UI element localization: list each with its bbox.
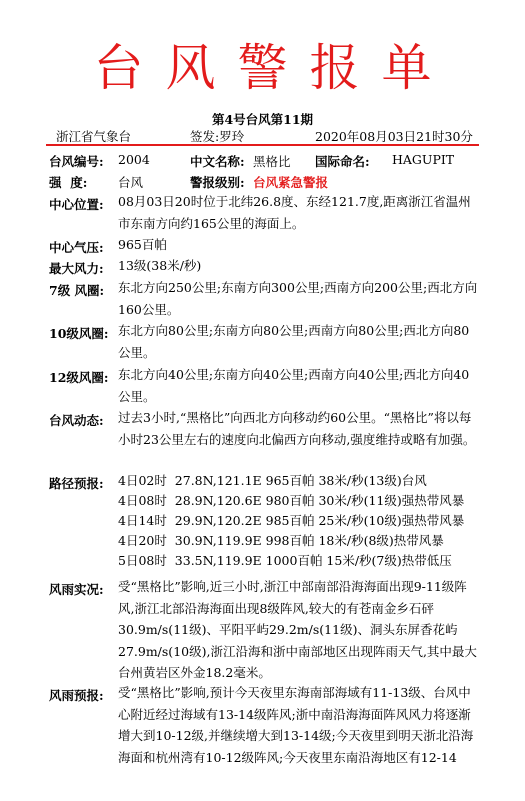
typhoon-motion-value: 过去3小时,“黑格比”向西北方向移动约60公里。“黑格比”将以每小时23公里左右的速度向北偏西方向移动,强度维持或略有加强。 — [118, 410, 476, 447]
track-forecast-row: 4日20时 30.9N,119.9E 998百帕 18米/秒(8级)热带风暴 — [118, 533, 444, 548]
max-wind-value: 13级(38米/秒) — [118, 258, 202, 273]
track-forecast-row: 4日08时 28.9N,120.6E 980百帕 30米/秒(11级)强热带风暴 — [118, 493, 465, 508]
issue-number: 第4号台风第11期 — [211, 112, 314, 127]
max-wind-label: 最大风力: — [49, 261, 104, 276]
signer: 签发:罗玲 — [190, 129, 245, 144]
observation-label: 风雨实况: — [49, 582, 104, 597]
issue-time: 2020年08月03日21时30分 — [315, 129, 473, 144]
intl-name-value: HAGUPIT — [392, 152, 455, 167]
typhoon-motion-label: 台风动态: — [49, 413, 104, 428]
track-forecast-row: 4日02时 27.8N,121.1E 965百帕 38米/秒(13级)台风 — [118, 473, 427, 488]
track-forecast-row: 5日08时 33.5N,119.9E 1000百帕 15米/秒(7级)热带低压 — [118, 553, 452, 568]
typhoon-number-value: 2004 — [118, 152, 150, 167]
wind-rain-forecast-value: 受“黑格比”影响,预计今天夜里东海南部海域有11-13级、台风中心附近经过海域有13-14级阵风;浙中南沿海海面阵风风力将逐渐增大到10-12级,并继续增大到13-14级;今天夜里到明天浙北沿海海面和杭州湾有10-12级阵风;今天夜里东南沿海地区有12-14 — [118, 685, 474, 765]
center-position-value: 08月03日20时位于北纬26.8度、东经121.7度,距离浙江省温州市东南方向约165公里的海面上。 — [118, 194, 471, 231]
center-pressure-label: 中心气压: — [49, 240, 104, 255]
alert-level-label: 警报级别: — [190, 175, 245, 190]
cn-name-value: 黑格比 — [253, 154, 291, 169]
track-forecast-label: 路径预报: — [49, 476, 104, 491]
center-pressure-value: 965百帕 — [118, 237, 167, 252]
header-divider — [46, 144, 479, 146]
strength-value: 台风 — [118, 175, 144, 190]
wind-circle-12-label: 12级风圈: — [49, 370, 109, 385]
issuing-agency: 浙江省气象台 — [56, 129, 132, 144]
alert-level-value: 台风紧急警报 — [253, 175, 329, 190]
intl-name-label: 国际命名: — [315, 154, 370, 169]
typhoon-number-label: 台风编号: — [49, 154, 104, 169]
wind-circle-7-label: 7级 风圈: — [49, 283, 105, 298]
wind-circle-10-label: 10级风圈: — [49, 326, 109, 341]
wind-rain-forecast-label: 风雨预报: — [49, 688, 104, 703]
observation-value: 受“黑格比”影响,近三小时,浙江中部南部沿海海面出现9-11级阵风,浙江北部沿海海面出现8级阵风,较大的有苍南金乡石砰30.9m/s(11级)、平阳平屿29.2m/s(11级)、洞头东屏香花屿27.9m/s(10级),浙江沿海和浙中南部地区出现阵雨天气,其中最大台州黄岩区外金18.2毫米。 — [118, 579, 477, 680]
wind-circle-7-value: 东北方向250公里;东南方向300公里;西南方向200公里;西北方向160公里。 — [118, 280, 478, 317]
wind-circle-12-value: 东北方向40公里;东南方向40公里;西南方向40公里;西北方向40公里。 — [118, 367, 470, 404]
track-forecast-row: 4日14时 29.9N,120.2E 985百帕 25米/秒(10级)强热带风暴 — [118, 513, 465, 528]
cn-name-label: 中文名称: — [190, 154, 245, 169]
center-position-label: 中心位置: — [49, 197, 104, 212]
strength-label: 强 度: — [49, 175, 88, 190]
wind-circle-10-value: 东北方向80公里;东南方向80公里;西南方向80公里;西北方向80公里。 — [118, 323, 470, 360]
document-title: 台风警报单 — [93, 39, 454, 97]
